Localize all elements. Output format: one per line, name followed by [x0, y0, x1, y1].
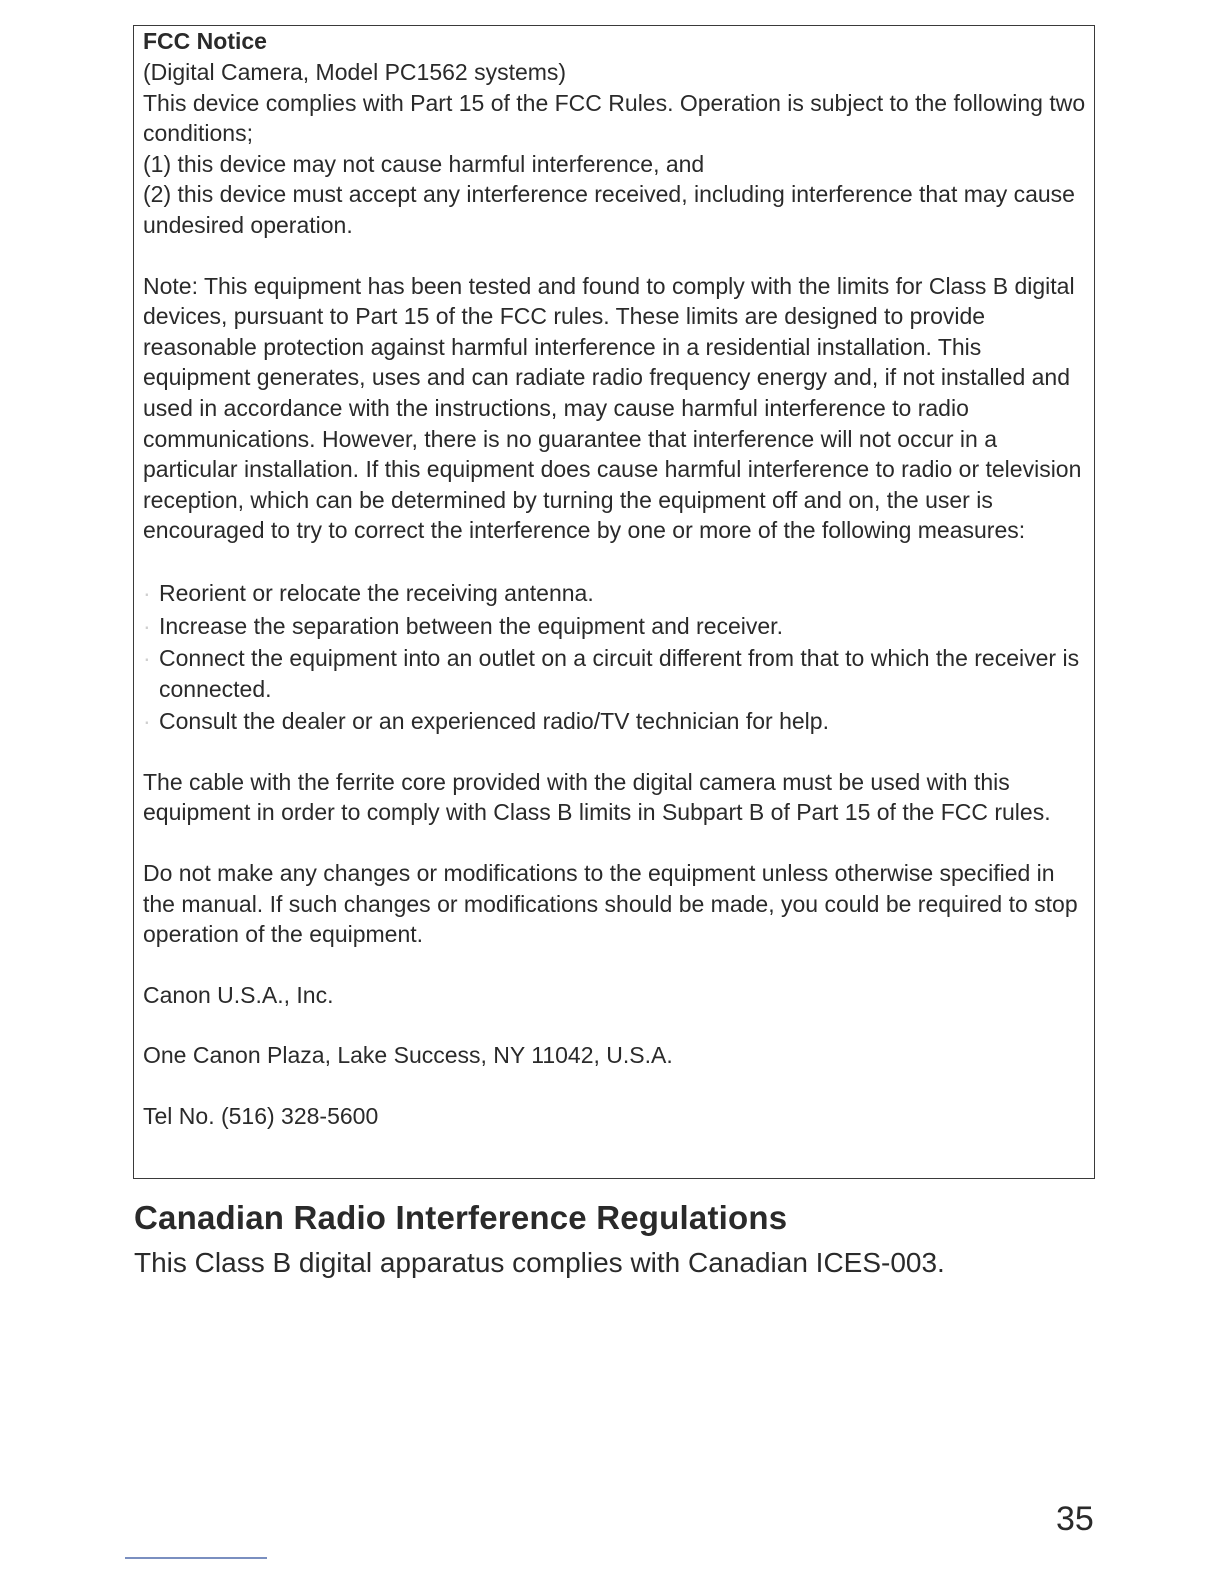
measure-text: Reorient or relocate the receiving antenna. — [159, 579, 594, 606]
list-item — [143, 643, 1086, 704]
bullet-icon: · — [143, 612, 151, 639]
measure-text: Connect the equipment into an outlet on a circuit different from that to which the receiver is connected. — [159, 645, 1080, 702]
company-address: One Canon Plaza, Lake Success, NY 11042, U.S.A. — [143, 1042, 673, 1069]
fcc-note-paragraph: Note: This equipment has been tested and found to comply with the limits for Class B digital devices, pursuant to Part 15 of the FCC rules. These limits are designed to provide reasonable protection against harmful interference in a residential installation. This equipment generates, uses and can radiate radio frequency energy and, if not installed and used in accordance with the instructions, may cause harmful interference to radio communications. However, there is no guarantee that interference will not occur in a particular installation. If this equipment does cause harmful interference to radio or television reception, which can be determined by turning the equipment off and on, the user is encouraged to try to correct the interference by one or more of the following measures: — [143, 272, 1082, 544]
list-item — [143, 578, 1086, 609]
company-telephone: Tel No. (516) 328-5600 — [143, 1103, 379, 1130]
page-number: 35 — [1056, 1500, 1094, 1538]
canadian-section-heading: Canadian Radio Interference Regulations — [134, 1199, 788, 1236]
bullet-icon: · — [143, 645, 151, 672]
bullet-icon: · — [143, 708, 151, 735]
list-item — [143, 706, 1086, 737]
measures-list — [143, 578, 1086, 737]
fcc-notice-subtitle: (Digital Camera, Model PC1562 systems) — [143, 59, 567, 85]
cable-note-paragraph: The cable with the ferrite core provided with the digital camera must be used with this equipment in order to comply with Class B limits in Subpart B of Part 15 of the FCC rules. — [143, 768, 1051, 826]
canadian-section-text: This Class B digital apparatus complies with Canadian ICES-003. — [134, 1247, 945, 1278]
modification-warning-paragraph: Do not make any changes or modifications to the equipment unless otherwise specified in the manual. If such changes or modifications should be made, you could be required to stop operation of the equipment. — [143, 860, 1078, 948]
measure-text: Consult the dealer or an experienced radio/TV technician for help. — [159, 708, 829, 735]
fcc-notice-title: FCC Notice — [143, 28, 267, 54]
measure-text: Increase the separation between the equipment and receiver. — [159, 612, 783, 639]
company-name: Canon U.S.A., Inc. — [143, 981, 334, 1008]
fcc-condition-2: (2) this device must accept any interference received, including interference that may cause undesired operation. — [143, 181, 1075, 238]
footer-rule — [125, 1557, 267, 1559]
fcc-condition-1: (1) this device may not cause harmful interference, and — [143, 150, 705, 177]
fcc-compliance-statement: This device complies with Part 15 of the FCC Rules. Operation is subject to the following two conditions; — [143, 89, 1086, 147]
list-item — [143, 611, 1086, 642]
bullet-icon: · — [143, 579, 151, 606]
fcc-notice-box — [133, 25, 1095, 1179]
